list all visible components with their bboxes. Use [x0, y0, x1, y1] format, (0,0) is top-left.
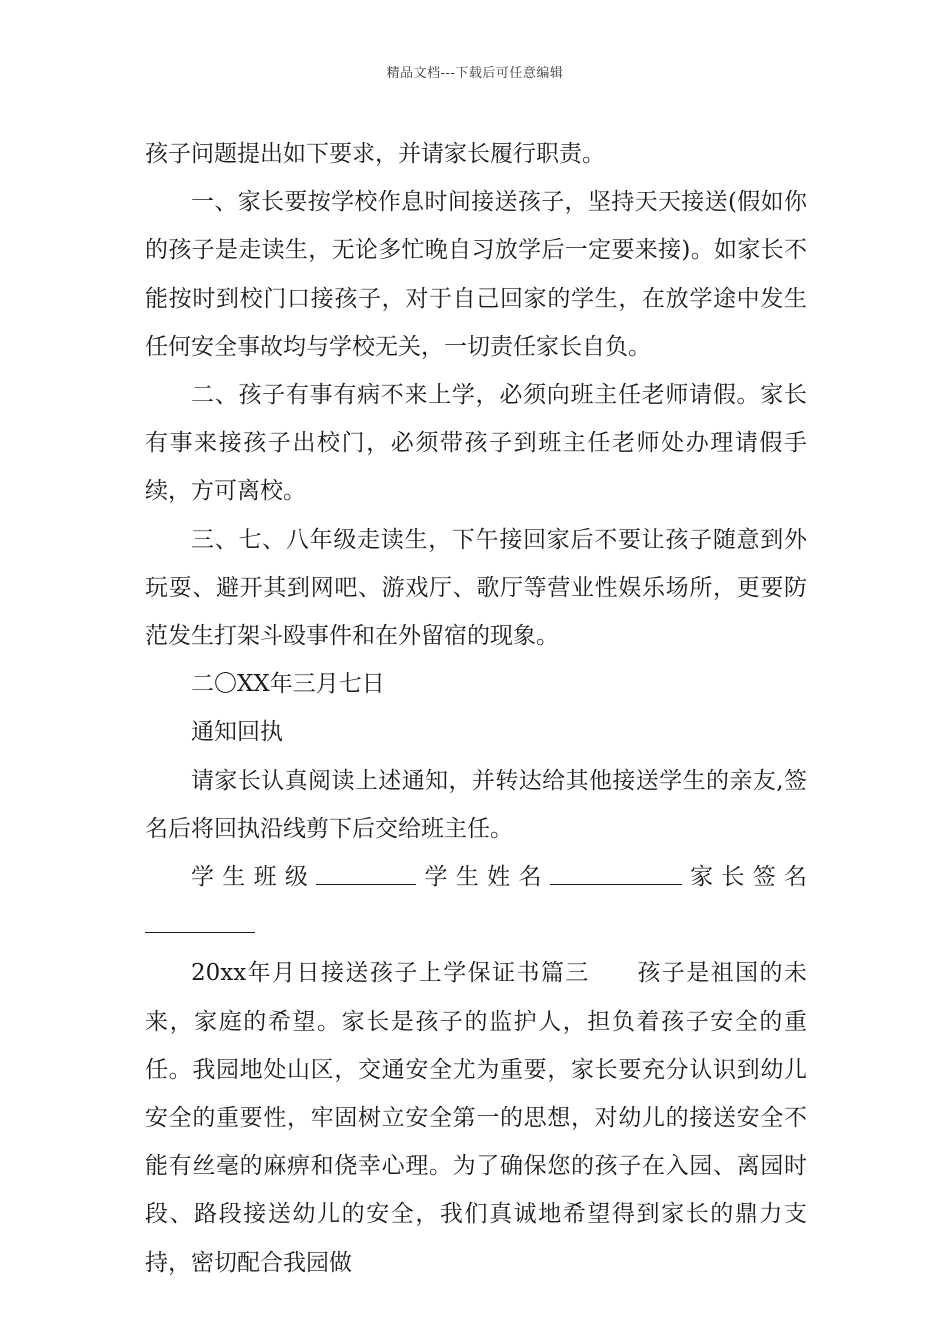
paragraph-section-3: [145, 949, 807, 1286]
paragraph-rule-3: 三、七、八年级走读生，下午接回家后不要让孩子随意到外玩耍、避开其到网吧、游戏厅、歌厅等营业性娱乐场所，更要防范发生打架斗殴事件和在外留宿的现象。: [145, 526, 807, 650]
student-class-label: 学生班级: [191, 864, 317, 891]
paragraph-receipt-instructions: 请家长认真阅读上述通知，并转达给其他接送学生的亲友,签名后将回执沿线剪下后交给班主任。: [145, 767, 807, 842]
receipt-title: 通知回执: [191, 719, 283, 746]
parent-signature-label: 家长签名: [681, 864, 808, 891]
section-3-title: 20xx年月日接送孩子上学保证书篇三: [191, 960, 590, 987]
parent-signature-blank[interactable]: [145, 907, 255, 933]
paragraph-rule-2: 二、孩子有事有病不来上学，必须向班主任老师请假。家长有事来接孩子出校门，必须带孩子到班主任老师处办理请假手续，方可离校。: [145, 382, 807, 505]
section-3-text: 孩子是祖国的未来，家庭的希望。家长是孩子的监护人，担负着孩子安全的重任。我园地处山区，交通安全尤为重要，家长要充分认识到幼儿安全的重要性，牢固树立安全第一的思想，对幼儿的接送安全不能有丝毫的麻痹和侥幸心理。为了确保您的孩子在入园、离园时段、路段接送幼儿的安全，我们真诚地希望得到家长的鼎力支持，密切配合我园做: [145, 960, 808, 1276]
document-body: [145, 130, 807, 1287]
student-class-blank[interactable]: [316, 859, 416, 885]
student-name-label: 学生姓名: [416, 864, 550, 891]
notice-date: 二〇XX年三月七日: [191, 671, 385, 698]
paragraph-intro: 孩子问题提出如下要求，并请家长履行职责。: [145, 141, 605, 167]
receipt-form-line: [145, 853, 807, 949]
student-name-blank[interactable]: [550, 859, 682, 885]
page-header: 精品文档---下载后可任意编辑: [386, 66, 564, 81]
paragraph-rule-1: 一、家长要按学校作息时间接送孩子，坚持天天接送(假如你的孩子是走读生，无论多忙晚自习放学后一定要来接)。如家长不能按时到校门口接孩子，对于自己回家的学生，在放学途中发生任何安全事故均与学校无关，一切责任家长自负。: [145, 189, 807, 360]
